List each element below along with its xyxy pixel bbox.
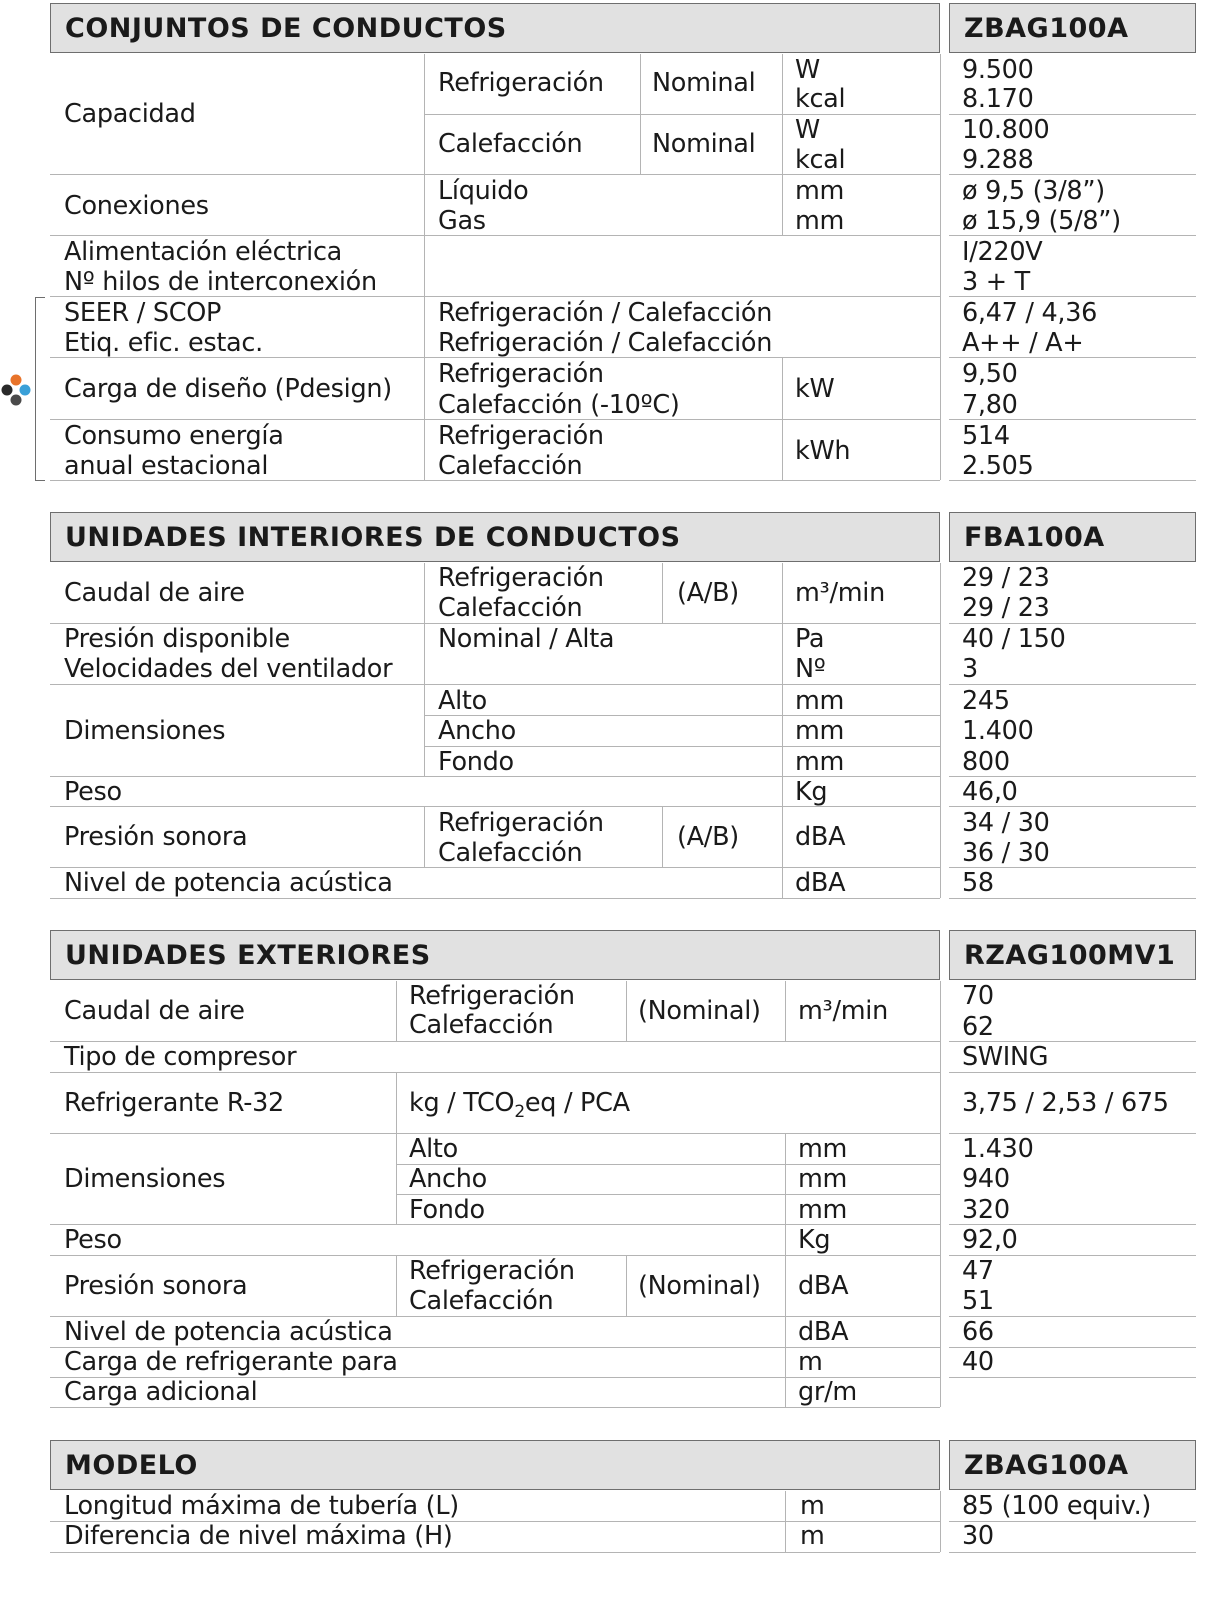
- label-refrigeracion: Refrigeración: [438, 421, 604, 451]
- divider: [662, 563, 663, 623]
- value-ps-ref: 34 / 30: [962, 808, 1050, 838]
- value-fondo: 320: [962, 1195, 1010, 1225]
- divider: [396, 1255, 397, 1316]
- unit-dba: dBA: [798, 1317, 849, 1347]
- label-calefaccion: Calefacción: [409, 1286, 554, 1316]
- label-nominal: Nominal: [652, 129, 756, 159]
- value-longitud: 85 (100 equiv.): [962, 1491, 1152, 1521]
- label-refrigeracion: Refrigeración: [438, 68, 604, 98]
- label-liquido: Líquido: [438, 176, 529, 206]
- unit-kwh: kWh: [795, 436, 851, 466]
- label-diferencia: Diferencia de nivel máxima (H): [64, 1521, 453, 1551]
- value-cap-cal-w: 10.800: [962, 115, 1050, 145]
- value-ancho: 940: [962, 1164, 1010, 1194]
- divider: [782, 357, 783, 480]
- unit-no: Nº: [795, 654, 826, 684]
- unit-m3min: m³/min: [795, 578, 885, 608]
- divider: [940, 981, 941, 1407]
- value-consumo-ref: 514: [962, 421, 1010, 451]
- label-refrigeracion: Refrigeración: [438, 563, 604, 593]
- value-liquido: ø 9,5 (3/8”): [962, 176, 1105, 206]
- unit-w: W: [795, 115, 820, 145]
- value-seer: 6,47 / 4,36: [962, 298, 1098, 328]
- value-caudal-cal: 62: [962, 1012, 994, 1042]
- label-calefaccion: Calefacción: [438, 451, 583, 481]
- value-consumo-cal: 2.505: [962, 451, 1034, 481]
- value-cap-ref-kcal: 8.170: [962, 84, 1034, 114]
- divider: [940, 54, 941, 480]
- model-header-rzag100mv1: RZAG100MV1: [949, 930, 1196, 980]
- unit-mm: mm: [798, 1134, 848, 1164]
- unit-dba: dBA: [798, 1271, 849, 1301]
- divider: [396, 981, 397, 1041]
- unit-mm: mm: [795, 686, 845, 716]
- label-peso: Peso: [64, 1225, 122, 1255]
- unit-grm: gr/m: [798, 1377, 857, 1407]
- value-alto: 245: [962, 686, 1010, 716]
- unit-mm: mm: [795, 716, 845, 746]
- label-presion-sonora: Presión sonora: [64, 822, 248, 852]
- value-peso: 46,0: [962, 777, 1018, 807]
- label-carga-diseno: Carga de diseño (Pdesign): [64, 374, 392, 404]
- divider: [949, 1552, 1196, 1553]
- divider: [396, 1072, 397, 1133]
- label-presion-disp: Presión disponible: [64, 624, 290, 654]
- unit-pa: Pa: [795, 624, 825, 654]
- value-refrigerante: 3,75 / 2,53 / 675: [962, 1088, 1169, 1118]
- label-alimentacion: Alimentación eléctrica: [64, 237, 342, 267]
- label-carga-adicional: Carga adicional: [64, 1377, 258, 1407]
- value-caudal-ref: 70: [962, 981, 994, 1011]
- label-refrigerante: Refrigerante R-32: [64, 1088, 284, 1118]
- unit-m: m: [798, 1347, 823, 1377]
- divider: [782, 54, 783, 235]
- label-nominal-alta: Nominal / Alta: [438, 624, 615, 654]
- value-carga-ref: 9,50: [962, 359, 1018, 389]
- value-cap-cal-kcal: 9.288: [962, 145, 1034, 175]
- unit-kg: Kg: [798, 1225, 831, 1255]
- divider: [424, 54, 425, 480]
- label-compresor: Tipo de compresor: [64, 1042, 297, 1072]
- value-etiq: A++ / A+: [962, 328, 1084, 358]
- label-peso: Peso: [64, 777, 122, 807]
- value-ps-ref: 47: [962, 1256, 994, 1286]
- divider: [424, 806, 425, 867]
- divider: [626, 981, 627, 1041]
- label-caudal: Caudal de aire: [64, 578, 245, 608]
- divider: [940, 1491, 941, 1552]
- section-header-conjuntos: CONJUNTOS DE CONDUCTOS: [50, 3, 940, 53]
- section-header-unidades-interiores: UNIDADES INTERIORES DE CONDUCTOS: [50, 512, 940, 562]
- value-compresor: SWING: [962, 1042, 1049, 1072]
- unit-mm: mm: [795, 206, 845, 236]
- label-presion-sonora: Presión sonora: [64, 1271, 248, 1301]
- unit-kg: Kg: [795, 777, 828, 807]
- label-ancho: Ancho: [409, 1164, 487, 1194]
- label-consumo-2: anual estacional: [64, 451, 269, 481]
- divider: [785, 1491, 786, 1552]
- label-refrigeracion: Refrigeración: [409, 981, 575, 1011]
- value-peso: 92,0: [962, 1225, 1018, 1255]
- label-calefaccion: Calefacción: [438, 129, 583, 159]
- label-etiq: Etiq. efic. estac.: [64, 328, 263, 358]
- divider: [662, 806, 663, 867]
- energy-dots-icon: [0, 372, 36, 408]
- unit-mm: mm: [795, 747, 845, 777]
- label-longitud: Longitud máxima de tubería (L): [64, 1491, 459, 1521]
- value-nivel: 66: [962, 1317, 994, 1347]
- label-ref-cal: Refrigeración / Calefacción: [438, 328, 773, 358]
- label-carga-refrigerante: Carga de refrigerante para: [64, 1347, 398, 1377]
- value-hilos: 3 + T: [962, 267, 1030, 297]
- label-kg-tco2: kg / $TCO_2eq$ / PCA: [409, 1088, 630, 1123]
- value-caudal-cal: 29 / 23: [962, 593, 1050, 623]
- unit-mm: mm: [798, 1195, 848, 1225]
- value-carga-cal: 7,80: [962, 390, 1018, 420]
- divider: [424, 114, 940, 115]
- label-velocidades: Velocidades del ventilador: [64, 654, 393, 684]
- unit-kcal: kcal: [795, 84, 846, 114]
- label-hilos: Nº hilos de interconexión: [64, 267, 377, 297]
- value-caudal-ref: 29 / 23: [962, 563, 1050, 593]
- label-refrigeracion: Refrigeración: [409, 1256, 575, 1286]
- label-seer: SEER / SCOP: [64, 298, 222, 328]
- divider: [50, 1552, 940, 1553]
- energy-bracket: [35, 480, 45, 481]
- value-cap-ref-w: 9.500: [962, 55, 1034, 85]
- value-carga-refrigerante: 40: [962, 1347, 994, 1377]
- label-ancho: Ancho: [438, 716, 516, 746]
- unit-w: W: [795, 55, 820, 85]
- value-fondo: 800: [962, 747, 1010, 777]
- label-capacidad: Capacidad: [64, 99, 196, 129]
- value-velocidades: 3: [962, 654, 978, 684]
- unit-mm: mm: [798, 1164, 848, 1194]
- label-conexiones: Conexiones: [64, 191, 209, 221]
- unit-dba: dBA: [795, 868, 846, 898]
- label-refrigeracion: Refrigeración: [438, 359, 604, 389]
- label-nivel: Nivel de potencia acústica: [64, 868, 393, 898]
- label-calefaccion: Calefacción: [409, 1010, 554, 1040]
- value-gas: ø 15,9 (5/8”): [962, 206, 1121, 236]
- value-diferencia: 30: [962, 1521, 994, 1551]
- label-gas: Gas: [438, 206, 486, 236]
- value-ps-cal: 36 / 30: [962, 838, 1050, 868]
- label-cal-10: Calefacción (-10ºC): [438, 390, 680, 420]
- label-ab: (A/B): [677, 578, 739, 608]
- unit-m: m: [800, 1491, 825, 1521]
- label-fondo: Fondo: [409, 1195, 485, 1225]
- label-consumo-1: Consumo energía: [64, 421, 284, 451]
- divider: [949, 684, 1196, 685]
- label-alto: Alto: [409, 1134, 458, 1164]
- label-calefaccion: Calefacción: [438, 838, 583, 868]
- model-header-fba100a: FBA100A: [949, 512, 1196, 562]
- unit-mm: mm: [795, 176, 845, 206]
- label-ab: (A/B): [677, 822, 739, 852]
- section-header-unidades-exteriores: UNIDADES EXTERIORES: [50, 930, 940, 980]
- divider: [640, 54, 641, 174]
- model-header-zbag100a-2: ZBAG100A: [949, 1440, 1196, 1490]
- label-nominal: (Nominal): [638, 996, 761, 1026]
- label-refrigeracion: Refrigeración: [438, 808, 604, 838]
- unit-dba: dBA: [795, 822, 846, 852]
- label-nominal: Nominal: [652, 68, 756, 98]
- divider: [785, 981, 786, 1041]
- unit-kw: kW: [795, 374, 835, 404]
- divider: [782, 563, 783, 898]
- unit-kcal: kcal: [795, 145, 846, 175]
- label-caudal: Caudal de aire: [64, 996, 245, 1026]
- section-header-modelo: MODELO: [50, 1440, 940, 1490]
- divider: [940, 563, 941, 898]
- label-alto: Alto: [438, 686, 487, 716]
- unit-m3min: m³/min: [798, 996, 888, 1026]
- model-header-zbag100a: ZBAG100A: [949, 3, 1196, 53]
- unit-m: m: [800, 1521, 825, 1551]
- label-calefaccion: Calefacción: [438, 593, 583, 623]
- label-nominal: (Nominal): [638, 1271, 761, 1301]
- label-fondo: Fondo: [438, 747, 514, 777]
- value-ancho: 1.400: [962, 716, 1034, 746]
- divider: [785, 1133, 786, 1407]
- label-nivel: Nivel de potencia acústica: [64, 1317, 393, 1347]
- divider: [424, 563, 425, 684]
- value-nivel: 58: [962, 868, 994, 898]
- label-ref-cal: Refrigeración / Calefacción: [438, 298, 773, 328]
- energy-bracket: [35, 297, 45, 298]
- value-ps-cal: 51: [962, 1286, 994, 1316]
- label-dimensiones: Dimensiones: [64, 1164, 226, 1194]
- value-presion-disp: 40 / 150: [962, 624, 1066, 654]
- divider: [396, 1133, 397, 1224]
- value-alto: 1.430: [962, 1134, 1034, 1164]
- label-dimensiones: Dimensiones: [64, 716, 226, 746]
- value-alimentacion: I/220V: [962, 237, 1043, 267]
- divider: [424, 684, 425, 776]
- divider: [626, 1255, 627, 1316]
